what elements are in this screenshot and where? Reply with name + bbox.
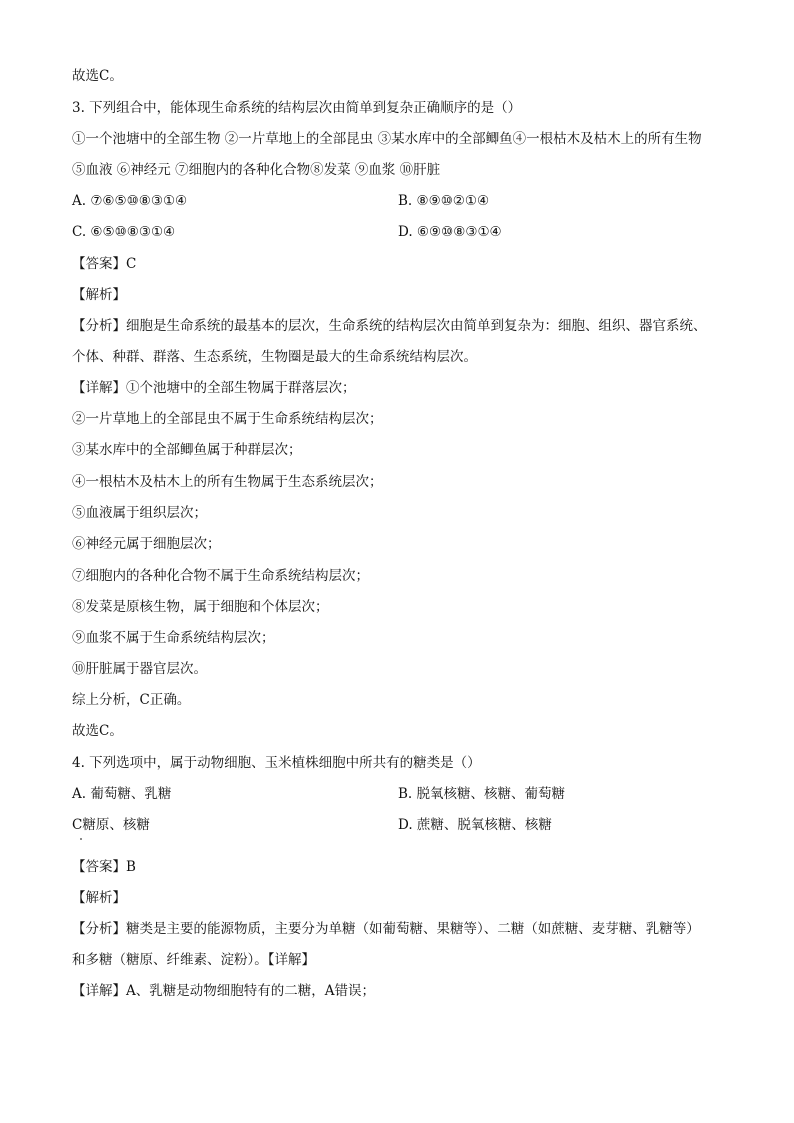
question-3-detail-9: ⑨血浆不属于生命系统结构层次； — [72, 630, 275, 646]
question-3-items-2: ⑤血液 ⑥神经元 ⑦细胞内的各种化合物⑧发菜 ⑨血浆 ⑩肝脏 — [72, 162, 441, 178]
question-4-answer: 【答案】B — [72, 859, 136, 875]
question-3-summary: 综上分析，C正确。 — [72, 692, 191, 708]
question-3-title: 3. 下列组合中，能体现生命系统的结构层次由简单到复杂正确顺序的是（） — [72, 100, 522, 116]
question-4-detail-1: 【详解】A、乳糖是动物细胞特有的二糖，A错误； — [72, 983, 375, 999]
question-3-analysis-2: 个体、种群、群落、生态系统，生物圈是最大的生命系统结构层次。 — [72, 349, 477, 365]
question-4-analysis-1: 【分析】糖类是主要的能源物质，主要分为单糖（如葡萄糖、果糖等）、二糖（如蔗糖、麦芽糖、乳糖等） — [72, 921, 700, 937]
question-3-detail-10: ⑩肝脏属于器官层次。 — [72, 661, 207, 677]
question-4-option-d: D. 蔗糖、脱氧核糖、核糖 — [398, 817, 552, 833]
question-3-items-1: ①一个池塘中的全部生物 ②一片草地上的全部昆虫 ③某水库中的全部鲫鱼④一根枯木及枯木上的所有生物 — [72, 131, 702, 147]
question-4-analysis-2: 和多糖（糖原、纤维素、淀粉）。【详解】 — [72, 952, 315, 968]
question-3-option-b: B. ⑧⑨⑩②①④ — [398, 193, 490, 209]
question-3-analysis-heading: 【解析】 — [72, 287, 126, 303]
question-3-option-c: C. ⑥⑤⑩⑧③①④ — [72, 224, 176, 240]
question-3-detail-8: ⑧发菜是原核生物，属于细胞和个体层次； — [72, 599, 329, 615]
question-3-option-a: A. ⑦⑥⑤⑩⑧③①④ — [72, 193, 188, 209]
question-4-option-b: B. 脱氧核糖、核糖、葡萄糖 — [398, 786, 566, 802]
question-4-analysis-heading: 【解析】 — [72, 890, 126, 906]
question-3-detail-4: ④一根枯木及枯木上的所有生物属于生态系统层次； — [72, 474, 383, 490]
question-3-detail-3: ③某水库中的全部鲫鱼属于种群层次； — [72, 442, 302, 458]
question-3-detail-5: ⑤血液属于组织层次； — [72, 505, 207, 521]
question-3-option-d: D. ⑥⑨⑩⑧③①④ — [398, 224, 502, 240]
question-3-pick: 故选C。 — [72, 723, 123, 739]
question-4-title: 4. 下列选项中，属于动物细胞、玉米植株细胞中所共有的糖类是（） — [72, 755, 481, 771]
question-4-option-c: C糖原、核糖 — [72, 817, 150, 833]
question-3-detail-2: ②一片草地上的全部昆虫不属于生命系统结构层次； — [72, 411, 383, 427]
question-4-option-a: A. 葡萄糖、乳糖 — [72, 786, 172, 802]
question-3-detail-7: ⑦细胞内的各种化合物不属于生命系统结构层次； — [72, 568, 369, 584]
question-3-answer: 【答案】C — [72, 256, 137, 272]
conclusion-line: 故选C。 — [72, 68, 123, 84]
question-3-detail-6: ⑥神经元属于细胞层次； — [72, 536, 221, 552]
question-3-analysis-1: 【分析】细胞是生命系统的最基本的层次，生命系统的结构层次由简单到复杂为：细胞、组织、器官系统、 — [72, 318, 707, 334]
stray-dot — [80, 838, 82, 840]
question-3-detail-1: 【详解】①个池塘中的全部生物属于群落层次； — [72, 380, 356, 396]
